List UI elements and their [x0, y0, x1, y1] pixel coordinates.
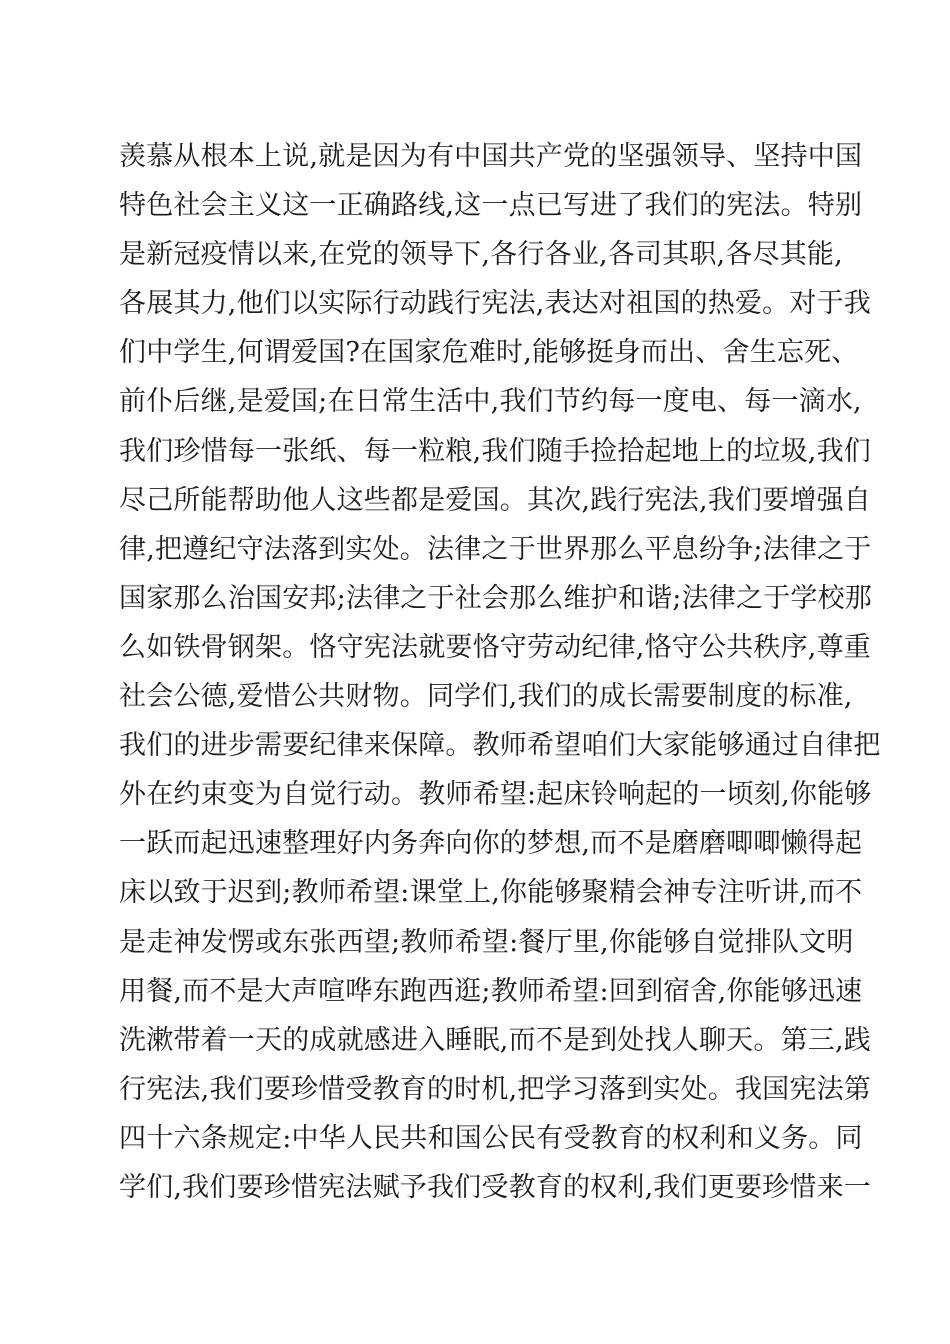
- text-line: 四十六条规定:中华人民共和国公民有受教育的权利和义务。同: [119, 1122, 863, 1154]
- text-line: 是走神发愣或东张西望;教师希望:餐厅里,你能够自觉排队文明: [119, 926, 854, 958]
- text-line: 前仆后继,是爱国;在日常生活中,我们节约每一度电、每一滴水,: [119, 386, 862, 418]
- text-line: 学们,我们要珍惜宪法赋予我们受教育的权利,我们更要珍惜来一: [119, 1171, 871, 1203]
- text-line: 特色社会主义这一正确路线,这一点已写进了我们的宪法。特别: [119, 190, 863, 222]
- text-line: 洗漱带着一天的成就感进入睡眠,而不是到处找人聊天。第三,践: [119, 1024, 871, 1056]
- text-line: 是新冠疫情以来,在党的领导下,各行各业,各司其职,各尽其能,: [119, 239, 843, 271]
- text-line: 么如铁骨钢架。恪守宪法就要恪守劳动纪律,恪守公共秩序,尊重: [119, 631, 871, 663]
- text-line: 各展其力,他们以实际行动践行宪法,表达对祖国的热爱。对于我: [119, 288, 871, 320]
- text-line: 一跃而起迅速整理好内务奔向你的梦想,而不是磨磨唧唧懒得起: [119, 828, 863, 860]
- text-line: 用餐,而不是大声喧哗东跑西逛;教师希望:回到宿舍,你能够迅速: [119, 975, 863, 1007]
- text-line: 们中学生,何谓爱国?在国家危难时,能够挺身而出、舍生忘死、: [119, 337, 859, 369]
- text-line: 羡慕从根本上说,就是因为有中国共产党的坚强领导、坚持中国: [119, 141, 863, 172]
- text-line: 我们的进步需要纪律来保障。教师希望咱们大家能够通过自律把: [119, 730, 881, 762]
- text-line: 律,把遵纪守法落到实处。法律之于世界那么平息纷争;法律之于: [119, 533, 872, 565]
- text-line: 外在约束变为自觉行动。教师希望:起床铃响起的一顷刻,你能够: [119, 779, 872, 811]
- text-line: 社会公德,爱惜公共财物。同学们,我们的成长需要制度的标准,: [119, 681, 853, 713]
- text-line: 国家那么治国安邦;法律之于社会那么维护和谐;法律之于学校那: [119, 582, 872, 614]
- body-text: [119, 132, 881, 1212]
- text-line: 尽己所能帮助他人这些都是爱国。其次,践行宪法,我们要增强自: [119, 484, 871, 516]
- text-line: 床以致于迟到;教师希望:课堂上,你能够聚精会神专注听讲,而不: [119, 877, 863, 909]
- text-line: 行宪法,我们要珍惜受教育的时机,把学习落到实处。我国宪法第: [119, 1073, 871, 1105]
- text-line: 我们珍惜每一张纸、每一粒粮,我们随手捡拾起地上的垃圾,我们: [119, 435, 871, 467]
